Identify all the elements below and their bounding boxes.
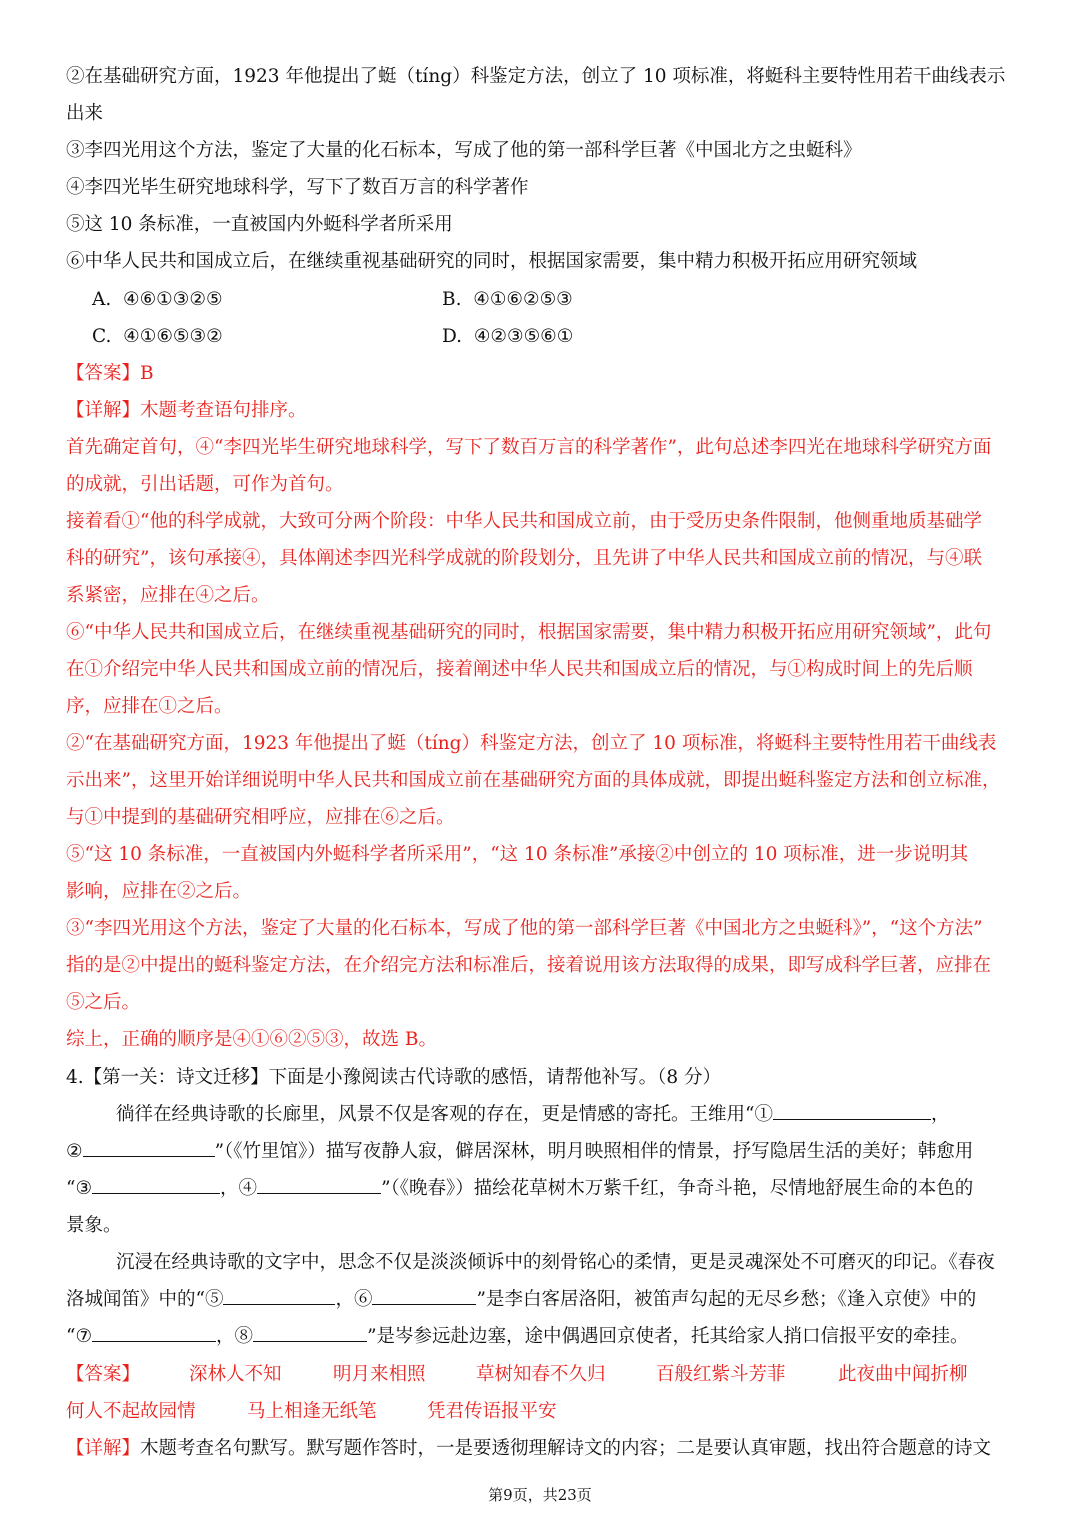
q3-detail-line: 木题考查语句排序。 (140, 400, 307, 421)
q3-detail-tag: 【详解】 (66, 400, 141, 421)
q3-detail-line: 系紧密，应排在④之后。 (66, 585, 270, 606)
option-d (442, 318, 573, 355)
q3-detail-line: ⑥“中华人民共和国成立后，在继续重视基础研究的同时，根据国家需要，集中精力积极开拓应用研究领域”，此句 (66, 622, 992, 643)
q4-para1-punct: ， (930, 1104, 950, 1125)
q4-para1-text: ”（《晚春》）描绘花草树木万紫千红，争奇斗艳，尽情地舒展生命的本色的 (381, 1178, 974, 1199)
option-c-value: ④①⑥⑤③② (123, 326, 223, 347)
blank-8[interactable] (253, 1323, 367, 1342)
q3-detail-line: 影响，应排在②之后。 (66, 881, 252, 902)
q4-answer-2: 明月来相照 (333, 1364, 426, 1385)
sentence-2: ②在基础研究方面，1923 年他提出了蜓（tíng）科鉴定方法，创立了 10 项标准，将蜓科主要特性用若干曲线表示 (66, 66, 1006, 87)
blank-6[interactable] (372, 1286, 476, 1305)
sentence-6: ⑥中华人民共和国成立后，在继续重视基础研究的同时，根据国家需要，集中精力积极开拓应用研究领域 (66, 251, 918, 272)
q4-detail-tag: 【详解】 (66, 1438, 141, 1459)
option-a-label: A. (92, 289, 112, 310)
q4-heading: 4.【第一关：诗文迁移】下面是小豫阅读古代诗歌的感悟，请帮他补写。（8 分） (66, 1067, 722, 1088)
sentence-2-cont: 出来 (66, 103, 104, 124)
blank-1[interactable] (773, 1101, 931, 1120)
q4-answer-8: 凭君传语报平安 (427, 1401, 557, 1422)
q4-detail (66, 1430, 1016, 1467)
blank-3[interactable] (92, 1175, 220, 1194)
q3-detail-line: ⑤“这 10 条标准，一直被国内外蜓科学者所采用”，“这 10 条标准”承接②中创立的 10 项标准，进一步说明其 (66, 844, 969, 865)
q4-para1-text: ”（《竹里馆》）描写夜静人寂，僻居深林，明月映照相伴的情景，抒写隐居生活的美好；韩愈用 (214, 1141, 974, 1162)
q3-detail-line: 科的研究”，该句承接④，具体阐述李四光科学成就的阶段划分，且先讲了中华人民共和国成立前的情况，与④联 (66, 548, 982, 569)
q3-detail-line: 首先确定首句，④“李四光毕生研究地球科学，写下了数百万言的科学著作”，此句总述李四光在地球科学研究方面 (66, 437, 992, 458)
q4-para1-line1 (116, 1096, 1016, 1133)
q4-para2-line2 (66, 1281, 1016, 1318)
page-footer: 第9页，共23页 (488, 1486, 592, 1504)
q4-answer-1: 深林人不知 (189, 1364, 282, 1385)
q4-answer-tag: 【答案】 (66, 1364, 141, 1385)
q4-para2-text: 洛城闻笛》中的“⑤ (66, 1289, 224, 1310)
q3-answer-value: B (140, 363, 154, 384)
blank-2[interactable] (83, 1138, 215, 1157)
q3-detail-line: 在①介绍完中华人民共和国成立前的情况后，接着阐述中华人民共和国成立后的情况，与①构成时间上的先后顺 (66, 659, 973, 680)
option-b-value: ④①⑥②⑤③ (473, 289, 573, 310)
q4-para1-marker: ，④ (220, 1178, 258, 1199)
q3-answer (66, 355, 1016, 392)
q3-detail-line: ③“李四光用这个方法，鉴定了大量的化石标本，写成了他的第一部科学巨著《中国北方之虫蜓科》”，“这个方法” (66, 918, 983, 939)
q4-para2-text: ”是岑参远赴边塞，途中偶遇回京使者，托其给家人捎口信报平安的牵挂。 (367, 1326, 969, 1347)
q3-detail-line: ②“在基础研究方面，1923 年他提出了蜓（tíng）科鉴定方法，创立了 10 项标准，将蜓科主要特性用若干曲线表 (66, 733, 997, 754)
sentence-5: ⑤这 10 条标准，一直被国内外蜓科学者所采用 (66, 214, 453, 235)
option-c-label: C. (92, 326, 112, 347)
q4-answer-4: 百般红紫斗芳菲 (656, 1364, 786, 1385)
q4-answer-3: 草树知春不久归 (476, 1364, 606, 1385)
option-c (92, 318, 223, 355)
q4-para2-marker: ，⑥ (335, 1289, 373, 1310)
q4-para2-marker: ，⑧ (216, 1326, 254, 1347)
q4-para2-text: ”是李白客居洛阳，被笛声勾起的无尽乡愁；《逢入京使》中的 (476, 1289, 977, 1310)
q3-detail-line: 指的是②中提出的蜓科鉴定方法，在介绍完方法和标准后，接着说用该方法取得的成果，即写成科学巨著，应排在 (66, 955, 992, 976)
q4-para1-marker: ② (66, 1141, 83, 1162)
q4-answer-7: 马上相逢无纸笔 (247, 1401, 377, 1422)
option-d-label: D. (442, 326, 463, 347)
blank-7[interactable] (92, 1323, 216, 1342)
option-b-label: B. (442, 289, 462, 310)
q4-para2-line3 (66, 1318, 1016, 1355)
option-b (442, 281, 573, 318)
q4-answer-5: 此夜曲中闻折柳 (838, 1364, 968, 1385)
q4-para2-line1: 沉浸在经典诗歌的文字中，思念不仅是淡淡倾诉中的刻骨铭心的柔情，更是灵魂深处不可磨灭的印记。《春夜 (116, 1252, 995, 1273)
option-a (92, 281, 223, 318)
q4-para2-marker: “⑦ (66, 1326, 93, 1347)
blank-4[interactable] (257, 1175, 381, 1194)
q4-para1-line3 (66, 1170, 1016, 1207)
sentence-3: ③李四光用这个方法，鉴定了大量的化石标本，写成了他的第一部科学巨著《中国北方之虫蜓科》 (66, 140, 862, 161)
q3-detail-intro (66, 392, 1016, 429)
option-a-value: ④⑥①③②⑤ (123, 289, 223, 310)
q3-detail-line: ⑤之后。 (66, 992, 141, 1013)
q3-detail-line: 接着看①“他的科学成就，大致可分两个阶段：中华人民共和国成立前，由于受历史条件限制，他侧重地质基础学 (66, 511, 982, 532)
option-d-value: ④②③⑤⑥① (473, 326, 574, 347)
q3-detail-line: 示出来”，这里开始详细说明中华人民共和国成立前在基础研究方面的具体成就，即提出蜓科鉴定方法和创立标准， (66, 770, 1001, 791)
q3-detail-line: 序，应排在①之后。 (66, 696, 233, 717)
q4-para1-line2 (66, 1133, 1016, 1170)
q3-answer-tag: 【答案】 (66, 363, 141, 384)
sentence-4: ④李四光毕生研究地球科学，写下了数百万言的科学著作 (66, 177, 529, 198)
q4-answer-6: 何人不起故园情 (66, 1401, 196, 1422)
q3-detail-line: 与①中提到的基础研究相呼应，应排在⑥之后。 (66, 807, 455, 828)
blank-5[interactable] (223, 1286, 335, 1305)
q4-para1-line4: 景象。 (66, 1215, 122, 1236)
q4-detail-text: 木题考查名句默写。默写题作答时，一是要透彻理解诗文的内容；二是要认真审题，找出符合题意的诗文 (140, 1438, 992, 1459)
q3-detail-line: 综上，正确的顺序是④①⑥②⑤③，故选 B。 (66, 1029, 437, 1050)
q3-detail-line: 的成就，引出话题，可作为首句。 (66, 474, 344, 495)
q4-para1-marker: “③ (66, 1178, 93, 1199)
q4-para1-text: 徜徉在经典诗歌的长廊里，风景不仅是客观的存在，更是情感的寄托。王维用“① (116, 1104, 773, 1125)
